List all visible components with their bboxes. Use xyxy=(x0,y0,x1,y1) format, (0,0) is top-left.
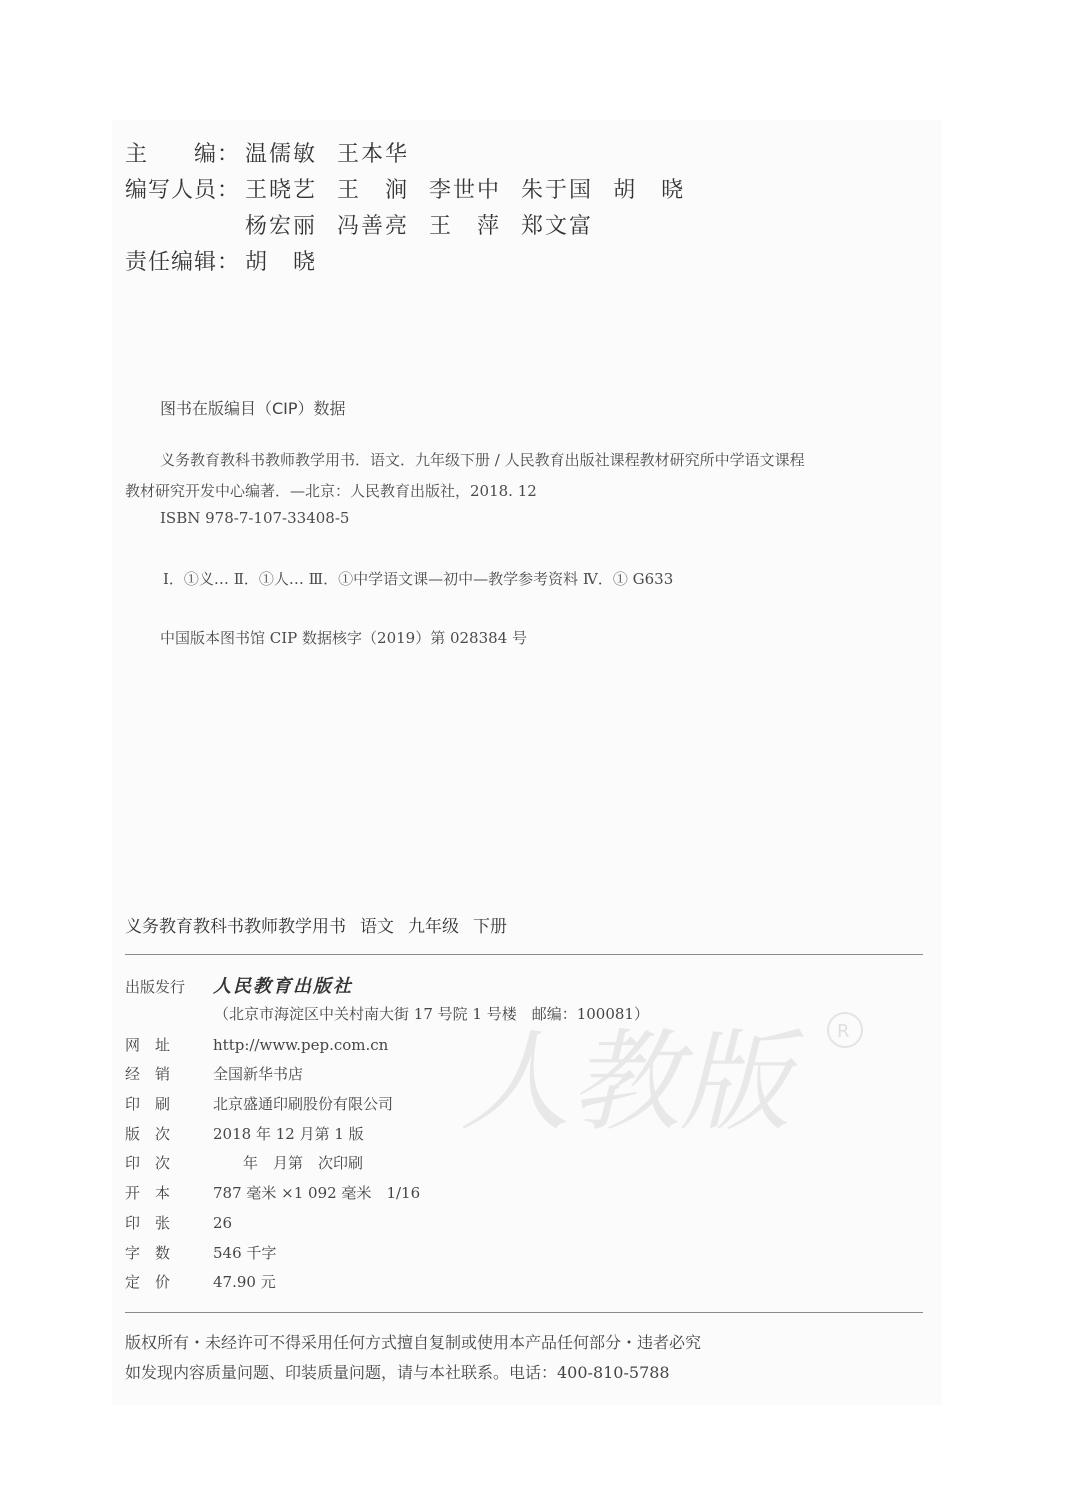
writer-name: 胡 晓 xyxy=(613,178,686,203)
publisher-label: 出版发行 xyxy=(125,978,186,996)
price-value: 47.90 元 xyxy=(213,1273,276,1291)
printer-value: 北京盛通印刷股份有限公司 xyxy=(213,1095,394,1113)
writer-name: 李世中 xyxy=(429,178,502,203)
writer-name: 杨宏丽 xyxy=(245,214,318,239)
copyright-notice: 版权所有・未经许可不得采用任何方式擅自复制或使用本产品任何部分・违者必究 xyxy=(125,1333,702,1352)
responsible-editor-row xyxy=(125,245,317,276)
sheets-value: 26 xyxy=(213,1214,233,1232)
printing-value: 年 月第 次印刷 xyxy=(213,1154,364,1172)
printer-label: 印 刷 xyxy=(125,1095,171,1113)
cip-heading: 图书在版编目（CIP）数据 xyxy=(160,399,346,418)
distributor-row xyxy=(125,1063,303,1084)
divider-top xyxy=(125,954,923,955)
website-row xyxy=(125,1034,388,1055)
cip-description-line-1: 义务教育教科书教师教学用书．语文．九年级下册 / 人民教育出版社课程教材研究所中学语文课程 xyxy=(160,451,805,469)
edition-label: 版 次 xyxy=(125,1125,171,1143)
publisher-logo: 人民教育出版社 xyxy=(213,976,353,997)
format-value: 787 毫米 ×1 092 毫米 1/16 xyxy=(213,1184,421,1202)
distributor-label: 经 销 xyxy=(125,1065,171,1083)
publisher-row xyxy=(125,972,353,998)
sheets-row xyxy=(125,1212,232,1233)
writers-row-2 xyxy=(245,209,613,240)
publisher-address: （北京市海淀区中关村南大街 17 号院 1 号楼 邮编：100081） xyxy=(214,1005,649,1023)
book-series: 义务教育教科书教师教学用书 xyxy=(125,917,346,937)
format-row xyxy=(125,1182,420,1203)
writers-label: 编写人员： xyxy=(125,178,241,203)
chief-editor-row xyxy=(125,137,429,168)
cip-description-line-2: 教材研究开发中心编著．—北京：人民教育出版社，2018. 12 xyxy=(125,482,537,500)
responsible-editor-name: 胡 晓 xyxy=(245,250,318,275)
website-label: 网 址 xyxy=(125,1036,171,1054)
writer-name: 朱于国 xyxy=(521,178,594,203)
edition-value: 2018 年 12 月第 1 版 xyxy=(213,1125,364,1143)
writer-name: 郑文富 xyxy=(521,214,594,239)
chief-editor-name: 温儒敏 xyxy=(245,142,318,167)
price-row xyxy=(125,1271,276,1292)
book-title-line xyxy=(125,912,521,937)
chief-editor-names xyxy=(245,137,429,168)
sheets-label: 印 张 xyxy=(125,1214,171,1232)
watermark-registered-mark: R xyxy=(837,1021,850,1042)
book-subject: 语文 xyxy=(360,917,394,937)
wordcount-label: 字 数 xyxy=(125,1244,171,1262)
book-volume: 下册 xyxy=(473,917,507,937)
edition-row xyxy=(125,1123,364,1144)
writer-name: 王晓艺 xyxy=(245,178,318,203)
chief-editor-label: 主 编： xyxy=(125,142,241,167)
wordcount-value: 546 千字 xyxy=(213,1244,277,1262)
watermark-text: 人教版 xyxy=(460,1018,790,1146)
book-grade: 九年级 xyxy=(408,917,459,937)
distributor-value: 全国新华书店 xyxy=(213,1065,304,1083)
divider-bottom xyxy=(125,1312,923,1313)
cip-isbn: ISBN 978-7-107-33408-5 xyxy=(160,509,350,527)
printing-row xyxy=(125,1152,363,1173)
writer-name: 冯善亮 xyxy=(337,214,410,239)
writer-name: 王 涧 xyxy=(337,178,410,203)
wordcount-row xyxy=(125,1242,276,1263)
writer-name: 王 萍 xyxy=(429,214,502,239)
price-label: 定 价 xyxy=(125,1273,171,1291)
page-sheet xyxy=(112,120,942,1405)
cip-classification: Ⅰ．①义… Ⅱ．①人… Ⅲ．①中学语文课—初中—教学参考资料 Ⅳ．① G633 xyxy=(163,570,674,588)
format-label: 开 本 xyxy=(125,1184,171,1202)
printer-row xyxy=(125,1093,393,1114)
writers-row xyxy=(125,173,705,204)
contact-notice: 如发现内容质量问题、印装质量问题，请与本社联系。电话：400-810-5788 xyxy=(125,1363,670,1382)
printing-label: 印 次 xyxy=(125,1154,171,1172)
responsible-editor-label: 责任编辑： xyxy=(125,250,241,275)
writers-names-row1 xyxy=(245,173,705,204)
writers-names-row2 xyxy=(245,209,613,240)
chief-editor-name: 王本华 xyxy=(337,142,410,167)
website-value: http://www.pep.com.cn xyxy=(213,1036,389,1054)
cip-library-record: 中国版本图书馆 CIP 数据核字（2019）第 028384 号 xyxy=(160,629,528,647)
